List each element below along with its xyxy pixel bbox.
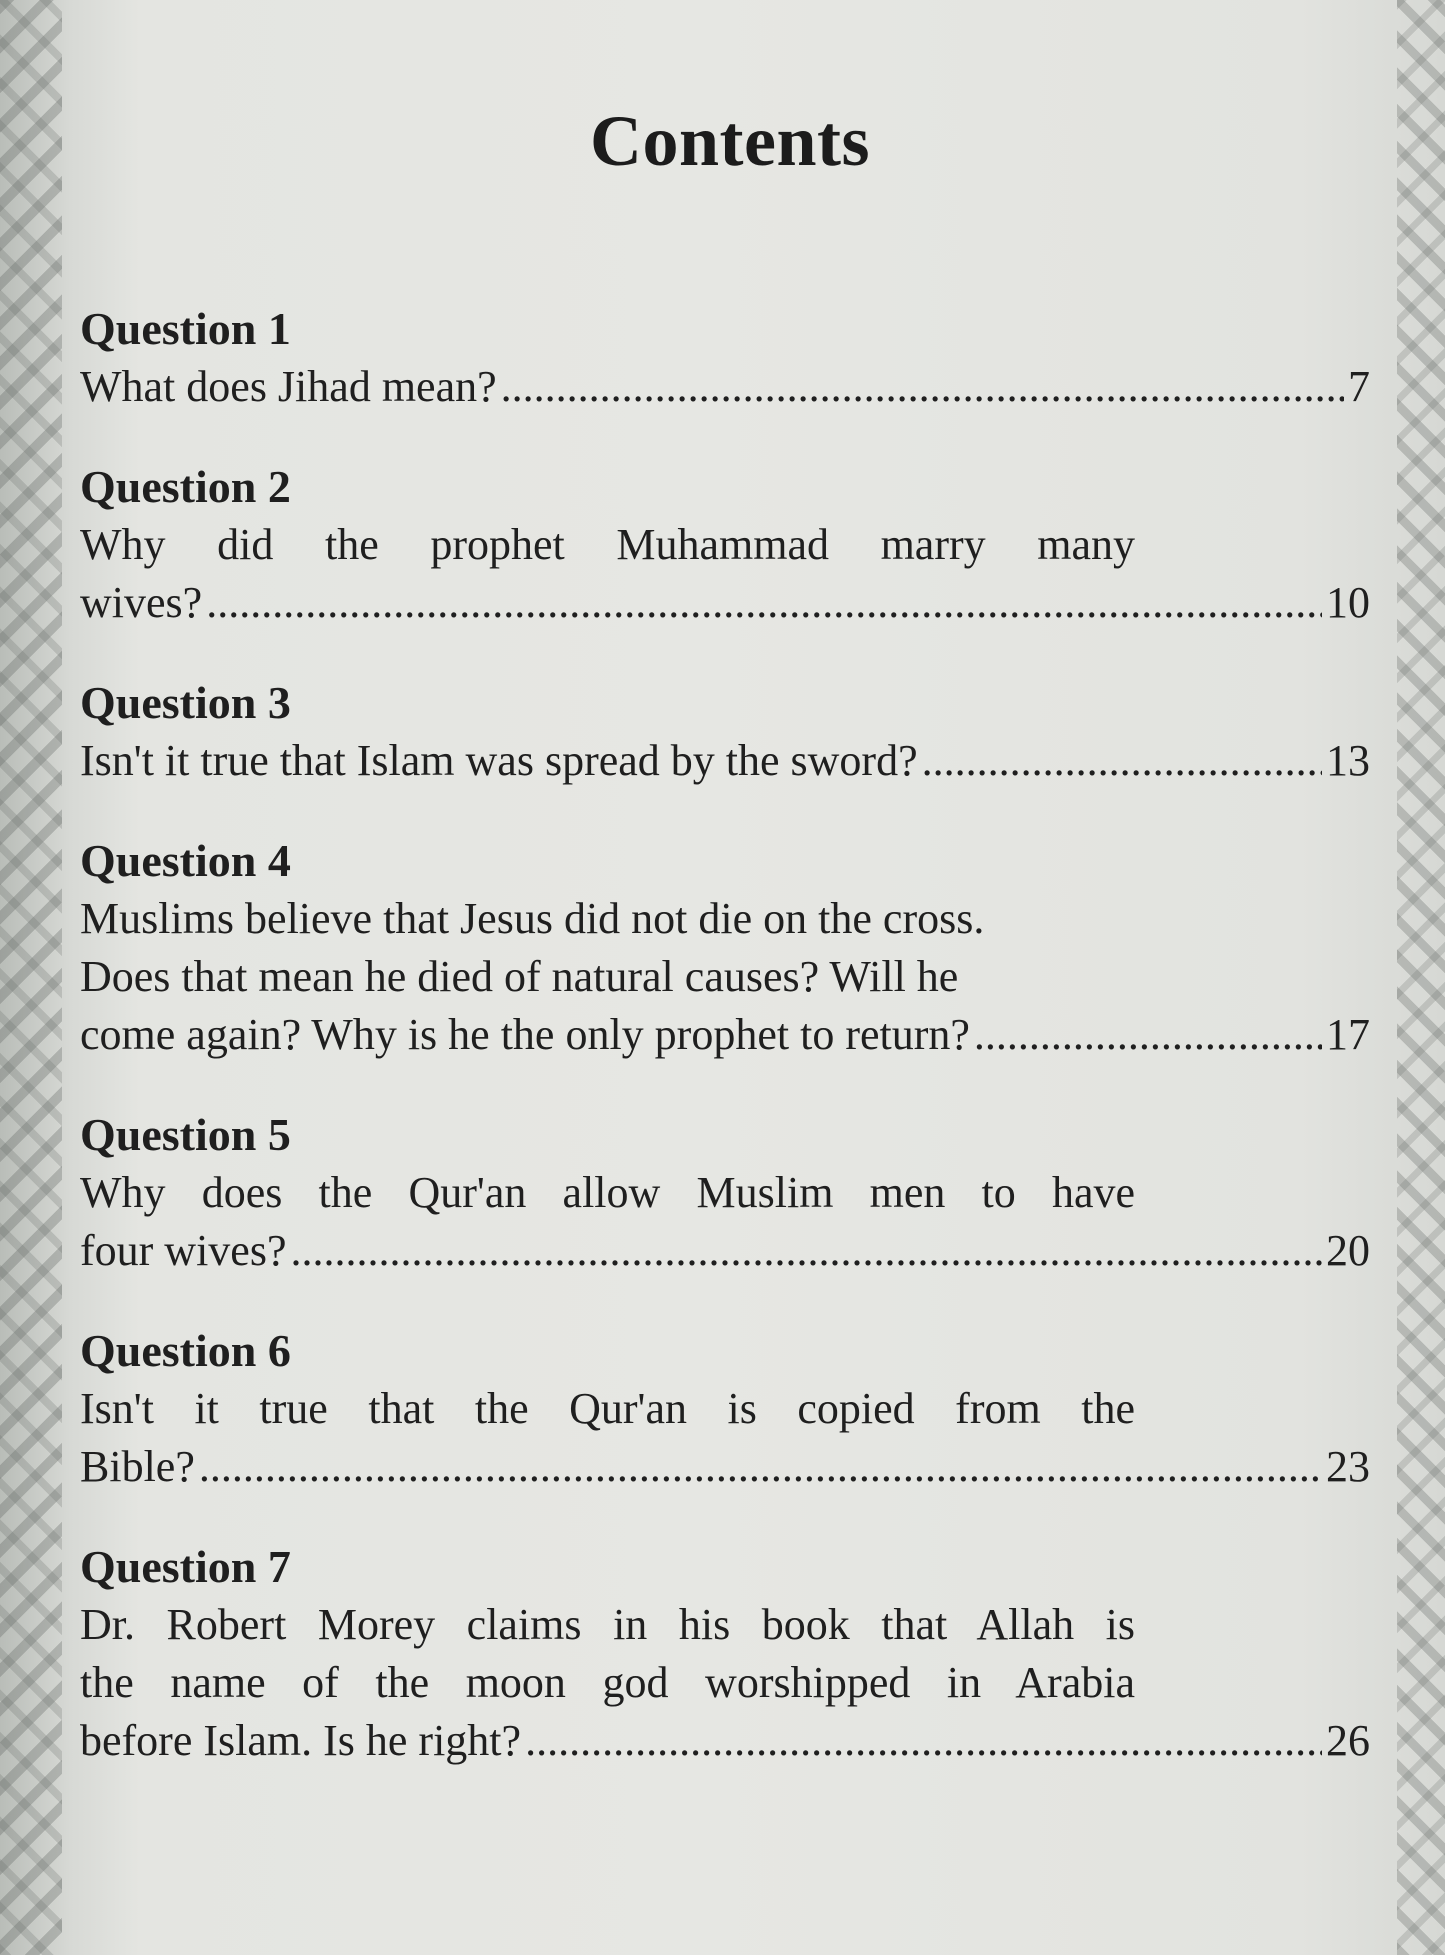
toc-entry-question-6 bbox=[80, 1322, 1370, 1496]
dot-leader bbox=[922, 732, 1322, 790]
question-text-line: Bible? bbox=[80, 1442, 195, 1491]
question-text-line: Isn't it true that Islam was spread by the sword? bbox=[80, 736, 918, 785]
toc-entry-question-5 bbox=[80, 1106, 1370, 1280]
toc-entry-question-7 bbox=[80, 1538, 1370, 1770]
page-number: 7 bbox=[1348, 362, 1370, 411]
question-heading: Question 5 bbox=[80, 1109, 291, 1160]
question-text-line: Dr. Robert Morey claims in his book that Allah is bbox=[80, 1600, 1135, 1649]
question-heading: Question 3 bbox=[80, 677, 291, 728]
question-text bbox=[80, 1596, 1370, 1770]
question-text bbox=[80, 732, 1370, 790]
question-text bbox=[80, 358, 1370, 416]
page-number: 26 bbox=[1326, 1716, 1370, 1765]
dot-leader bbox=[206, 574, 1322, 632]
question-text-line: before Islam. Is he right? bbox=[80, 1716, 522, 1765]
page-title: Contents bbox=[589, 101, 870, 181]
toc-entry-question-1 bbox=[80, 300, 1370, 416]
question-text-line: Isn't it true that the Qur'an is copied from the bbox=[80, 1384, 1135, 1433]
page-number: 10 bbox=[1326, 578, 1370, 627]
question-text-line: the name of the moon god worshipped in Arabia bbox=[80, 1658, 1135, 1707]
page-number: 17 bbox=[1326, 1010, 1370, 1059]
question-heading: Question 7 bbox=[80, 1541, 291, 1592]
question-text-line: come again? Why is he the only prophet to return? bbox=[80, 1010, 970, 1059]
question-heading: Question 1 bbox=[80, 303, 291, 354]
question-last-line bbox=[80, 358, 1370, 416]
question-last-line bbox=[80, 1222, 1370, 1280]
right-ornamental-border bbox=[1397, 0, 1445, 1955]
question-text bbox=[80, 1380, 1370, 1496]
question-last-line bbox=[80, 574, 1370, 632]
question-last-line bbox=[80, 1712, 1370, 1770]
page-number: 13 bbox=[1326, 736, 1370, 785]
question-text bbox=[80, 1164, 1370, 1280]
dot-leader bbox=[501, 358, 1344, 416]
question-last-line bbox=[80, 1006, 1370, 1064]
page-number: 23 bbox=[1326, 1442, 1370, 1491]
toc-entry-question-4 bbox=[80, 832, 1370, 1064]
question-text bbox=[80, 890, 1370, 1064]
toc-entry-question-3 bbox=[80, 674, 1370, 790]
question-heading: Question 2 bbox=[80, 461, 291, 512]
dot-leader bbox=[974, 1006, 1322, 1064]
question-text bbox=[80, 516, 1370, 632]
question-text-line: Why does the Qur'an allow Muslim men to have bbox=[80, 1168, 1135, 1217]
question-text-line: What does Jihad mean? bbox=[80, 362, 497, 411]
question-text-line: Why did the prophet Muhammad marry many bbox=[80, 520, 1135, 569]
question-last-line bbox=[80, 732, 1370, 790]
question-text-line: Does that mean he died of natural causes? Will he bbox=[80, 952, 959, 1001]
question-text-line: Muslims believe that Jesus did not die on the cross. bbox=[80, 894, 985, 943]
page-number: 20 bbox=[1326, 1226, 1370, 1275]
question-heading: Question 6 bbox=[80, 1325, 291, 1376]
dot-leader bbox=[199, 1438, 1322, 1496]
question-last-line bbox=[80, 1438, 1370, 1496]
question-text-line: four wives? bbox=[80, 1226, 287, 1275]
question-heading: Question 4 bbox=[80, 835, 291, 886]
dot-leader bbox=[525, 1712, 1322, 1770]
table-of-contents bbox=[80, 300, 1370, 1812]
dot-leader bbox=[291, 1222, 1323, 1280]
toc-entry-question-2 bbox=[80, 458, 1370, 632]
left-ornamental-border bbox=[0, 0, 62, 1955]
question-text-line: wives? bbox=[80, 578, 203, 627]
